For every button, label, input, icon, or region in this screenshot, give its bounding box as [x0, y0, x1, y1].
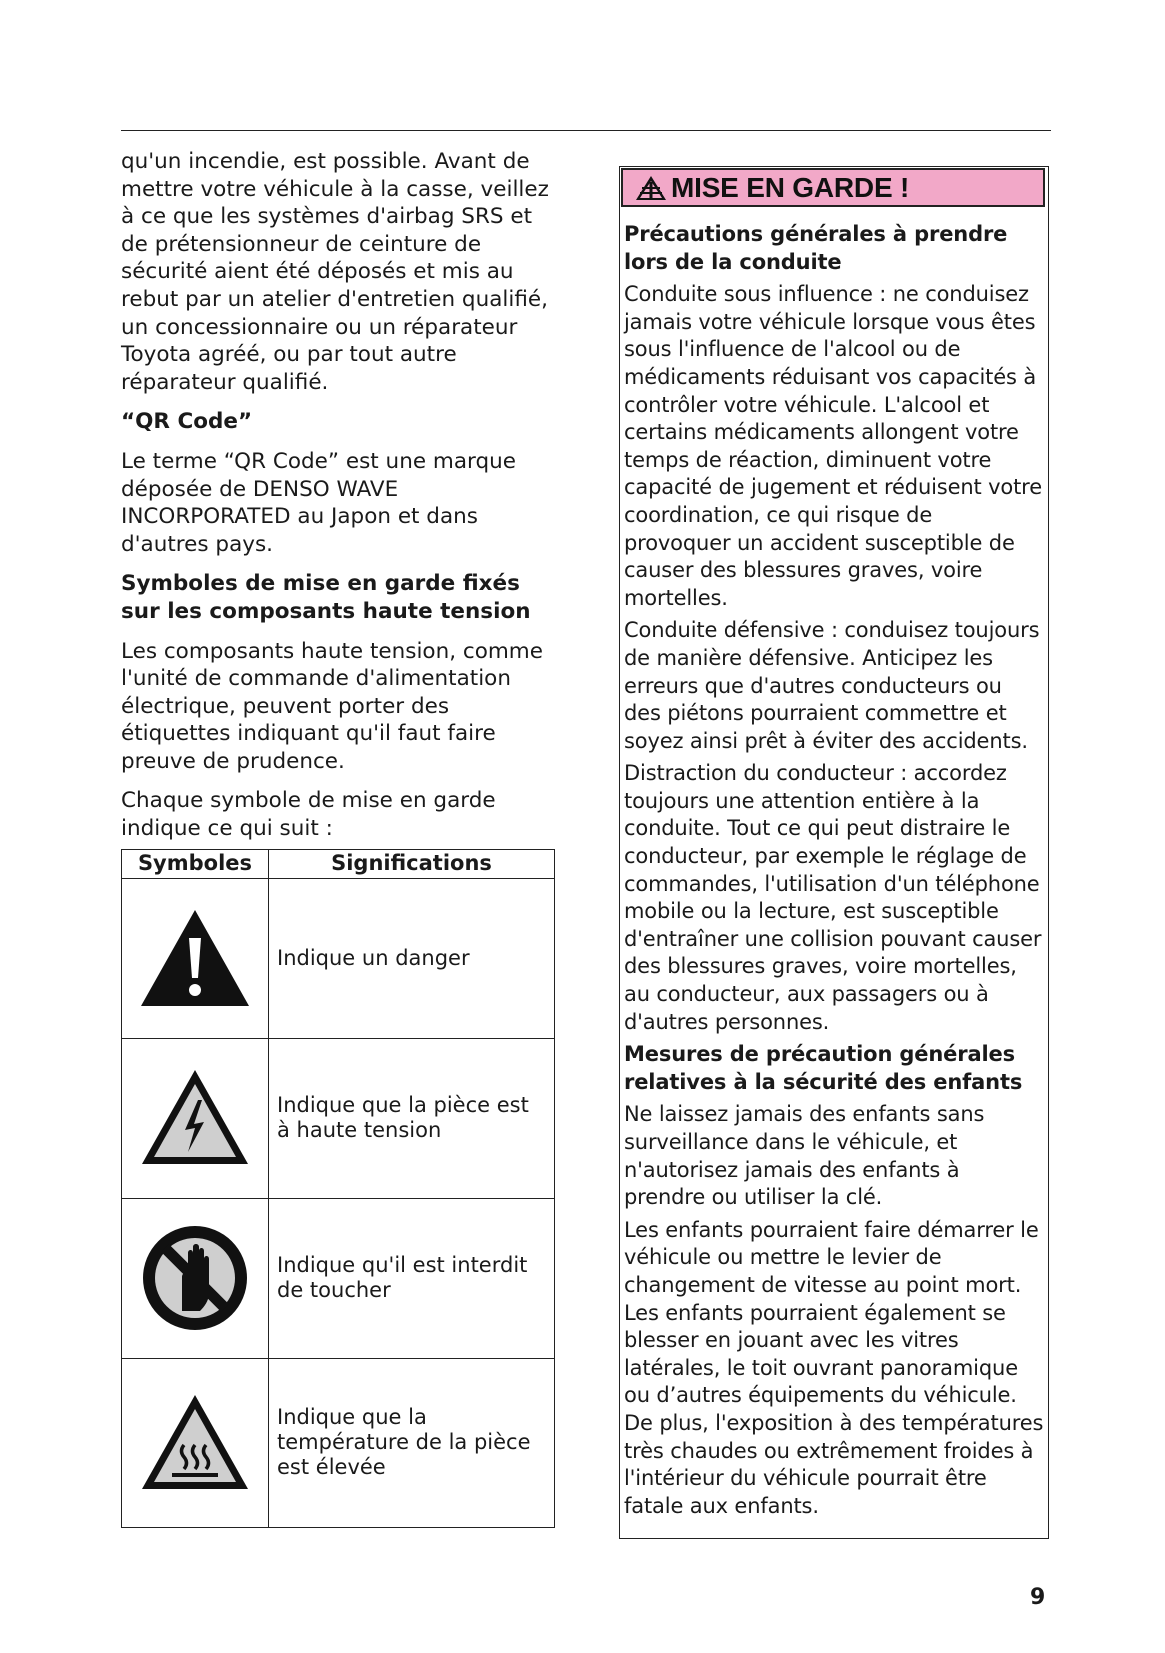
warning-triangle-icon [635, 175, 667, 201]
paragraph-defensive-driving: Conduite défensive : conduisez toujours de manière défensive. Anticipez les erreurs que d'autres conducteurs ou des piétons pourraient commettre et soyez ainsi prêt à éviter des accidents. [624, 618, 1040, 753]
heading-driving-precautions: Précautions générales à prendre lors de la conduite [624, 222, 1008, 274]
paragraph-driver-distraction: Distraction du conducteur : accordez toujours une attention entière à la conduite. Tout ce qui peut distraire le conducteur, par exemple le réglage de commandes, l'utilisation d'un téléphone mobile ou la lecture, est susceptible d'entraîner une collision pouvant causer des blessures graves, voire mortelles, au conducteur, aux passagers ou à d'autres personnes. [624, 761, 1042, 1034]
table-row [122, 1038, 555, 1198]
high-voltage-icon [138, 1066, 252, 1170]
warning-body [624, 221, 1044, 1525]
heading-child-safety: Mesures de précaution générales relatives à la sécurité des enfants [624, 1042, 1023, 1094]
danger-triangle-icon [137, 906, 253, 1010]
meaning-high-voltage: Indique que la pièce est à haute tension [269, 1038, 555, 1198]
table-row [122, 1198, 555, 1358]
symbols-table [121, 849, 555, 1528]
heading-warning-symbols: Symboles de mise en garde fixés sur les composants haute tension [121, 571, 531, 624]
paragraph-high-voltage-labels: Les composants haute tension, comme l'unité de commande d'alimentation électrique, peuvent porter des étiquettes indiquant qu'il faut faire preuve de prudence. [121, 638, 543, 774]
table-row [122, 1358, 555, 1527]
meaning-danger: Indique un danger [269, 878, 555, 1038]
meaning-no-touch: Indique qu'il est interdit de toucher [269, 1198, 555, 1358]
paragraph-recycling: qu'un incendie, est possible. Avant de mettre votre véhicule à la casse, veillez à ce que les systèmes d'airbag SRS et de prétensionneur de ceinture de sécurité aient été déposés et mis au rebut par un atelier d'entretien qualifié, un concessionnaire ou un réparateur Toyota agréé, ou par tout autre réparateur qualifié. [121, 149, 549, 395]
meaning-hot-surface: Indique que la température de la pièce est élevée [269, 1358, 555, 1527]
paragraph-children-unattended: Ne laissez jamais des enfants sans surveillance dans le véhicule, et n'autorisez jamais des enfants à prendre ou utiliser la clé. [624, 1102, 985, 1210]
header-meanings: Significations [269, 849, 555, 878]
table-row [122, 878, 555, 1038]
paragraph-driving-under-influence: Conduite sous influence : ne conduisez jamais votre véhicule lorsque vous êtes sous l'influence de l'alcool ou de médicaments réduisant vos capacités à contrôler votre véhicule. L'alcool et certains médicaments allongent votre temps de réaction, diminuent votre capacité de jugement et réduisent votre coordination, ce qui risque de provoquer un accident susceptible de causer des blessures graves, voire mortelles. [624, 282, 1042, 610]
header-symbols: Symboles [122, 849, 269, 878]
page-number: 9 [1030, 1585, 1046, 1610]
no-touch-icon [138, 1221, 252, 1335]
left-column [121, 148, 557, 1528]
top-rule [121, 130, 1051, 131]
warning-header [621, 168, 1045, 207]
warning-title: MISE EN GARDE ! [671, 171, 910, 203]
hot-surface-icon [138, 1391, 252, 1495]
paragraph-qr-code: Le terme “QR Code” est une marque déposée de DENSO WAVE INCORPORATED au Japon et dans d'autres pays. [121, 448, 516, 557]
heading-qr-code: “QR Code” [121, 409, 253, 435]
table-header-row [122, 849, 555, 878]
paragraph-symbols-intro: Chaque symbole de mise en garde indique ce qui suit : [121, 788, 496, 842]
paragraph-children-risks: Les enfants pourraient faire démarrer le véhicule ou mettre le levier de changement de vitesse au point mort. Les enfants pourraient également se blesser en jouant avec les vitres latérales, le toit ouvrant panoramique ou d’autres équipements du véhicule. De plus, l'exposition à des températures très chaudes ou extrêmement froides à l'intérieur du véhicule pourrait être fatale aux enfants. [624, 1217, 1044, 1518]
warning-box [619, 166, 1049, 1539]
